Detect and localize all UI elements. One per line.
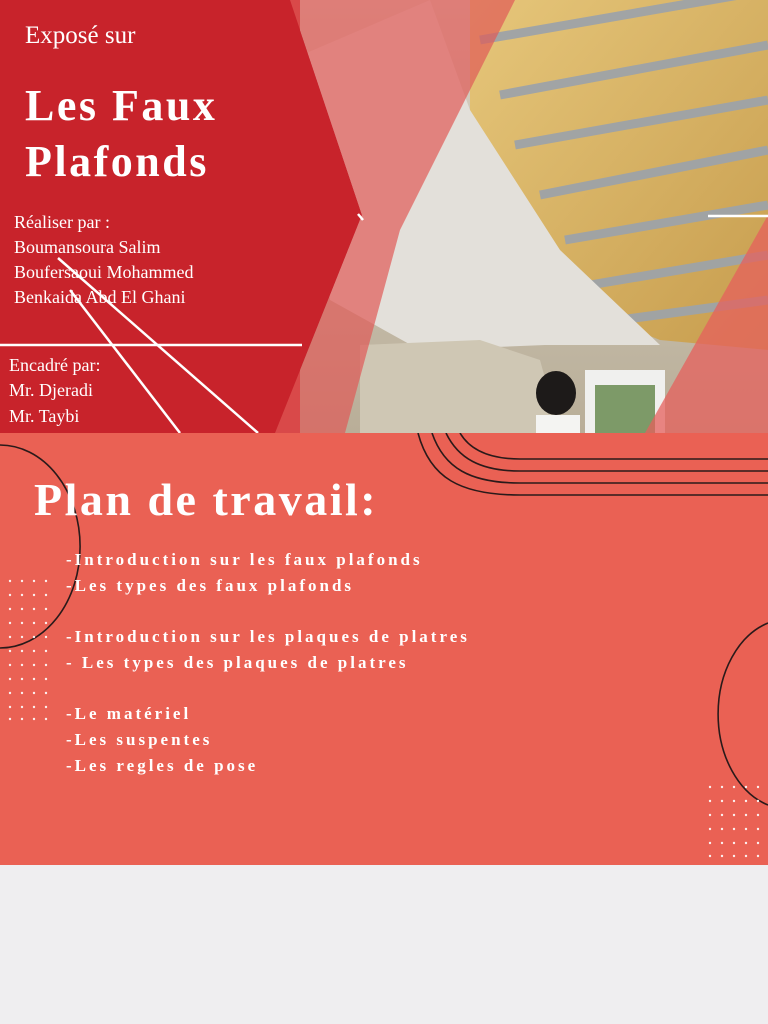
supervisors-label: Encadré par: (9, 355, 101, 375)
cover-title-line-2: Plafonds (25, 137, 209, 186)
cover-title (25, 78, 217, 190)
cover-decorative-shapes (0, 0, 768, 433)
authors-label: Réaliser par : (14, 212, 110, 232)
plan-list-item: - Les types des plaques de platres (66, 653, 409, 672)
cover-slide (0, 0, 768, 433)
supervisor-name: Mr. Taybi (9, 406, 80, 426)
cover-title-line-1: Les Faux (25, 81, 218, 130)
author-name: Benkaida Abd El Ghani (14, 287, 186, 307)
plan-list-item: -Les suspentes (66, 730, 213, 749)
plan-title: Plan de travail: (34, 474, 379, 525)
plan-list-item: -Les regles de pose (66, 756, 259, 775)
supervisor-name: Mr. Djeradi (9, 380, 93, 400)
plan-slide (0, 433, 768, 865)
plan-list-item: -Introduction sur les faux plafonds (66, 550, 423, 569)
author-name: Boufersaoui Mohammed (14, 262, 194, 282)
plan-list-item: -Les types des faux plafonds (66, 576, 355, 595)
author-name: Boumansoura Salim (14, 237, 161, 257)
plan-list-item: -Le matériel (66, 704, 192, 723)
cover-subtitle: Exposé sur (25, 22, 136, 49)
plan-list-item: -Introduction sur les plaques de platres (66, 627, 470, 646)
